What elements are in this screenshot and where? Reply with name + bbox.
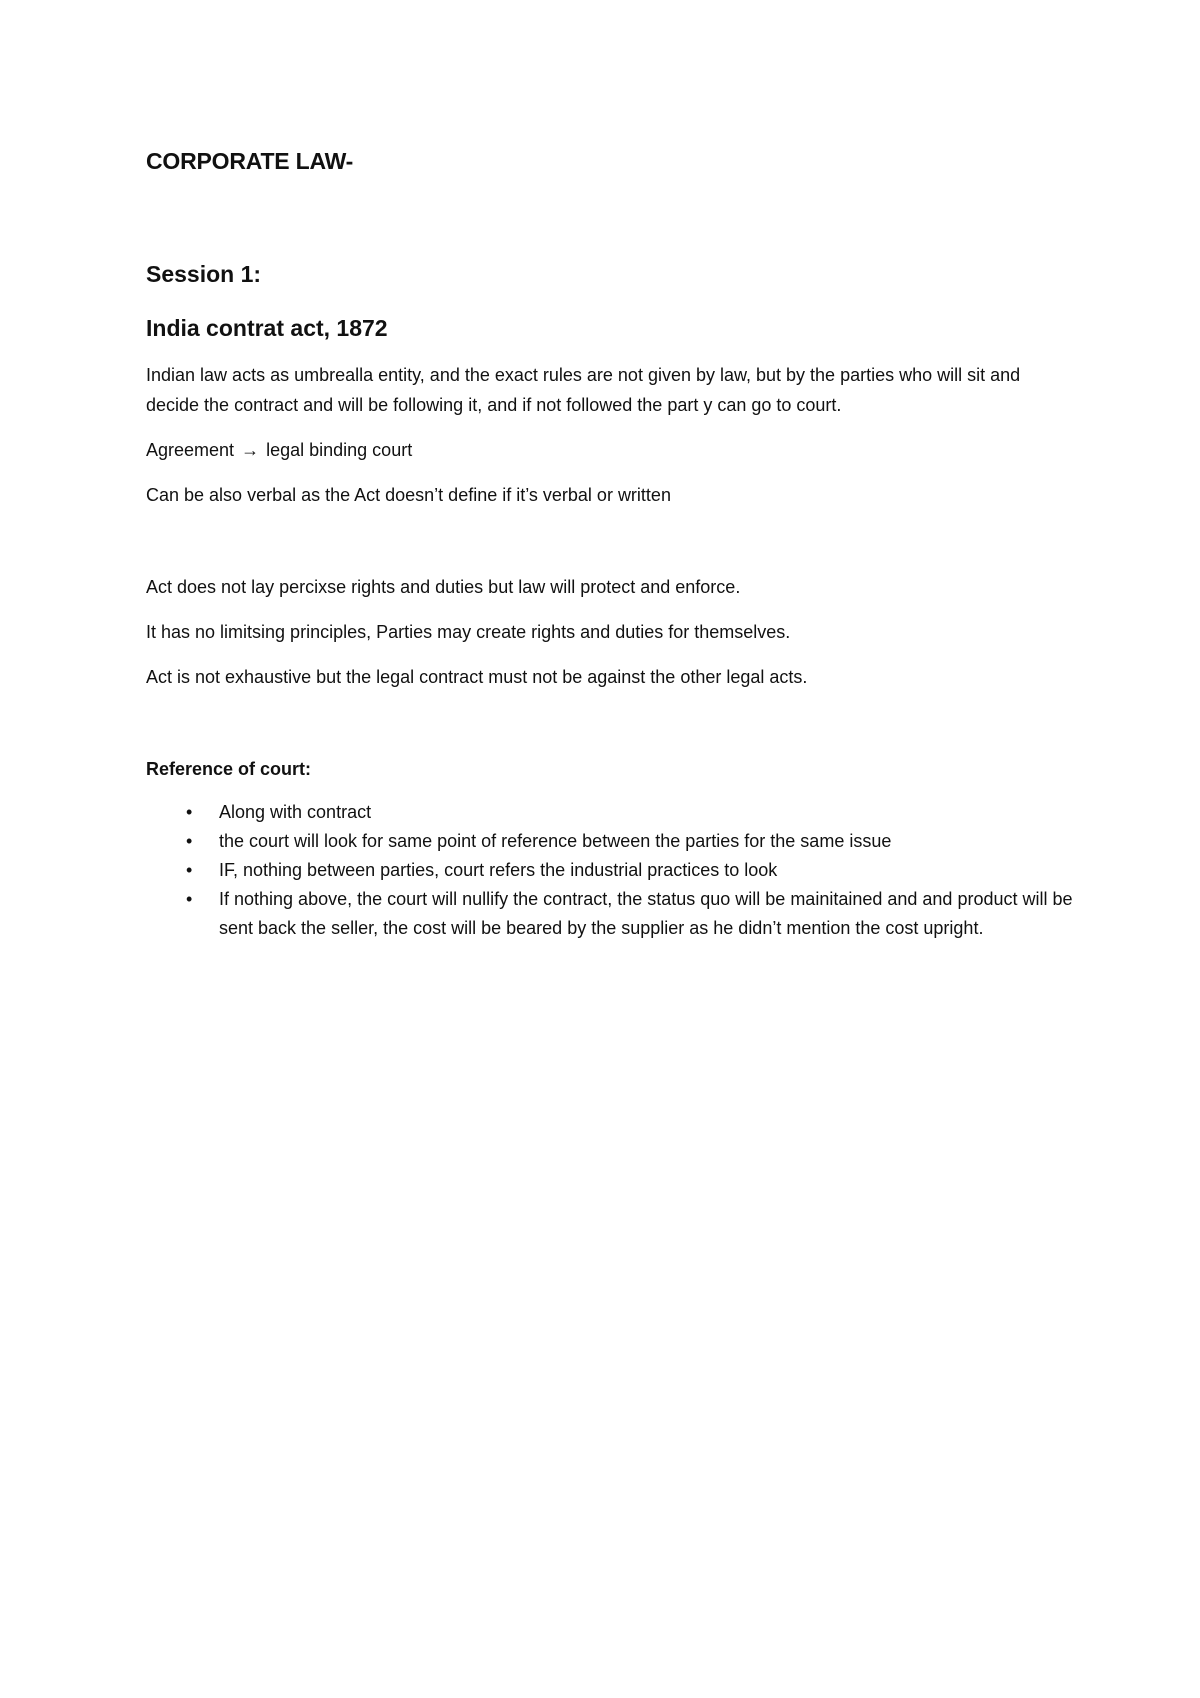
reference-heading: Reference of court: xyxy=(146,759,312,779)
agreement-result: legal binding court xyxy=(266,440,413,460)
arrow-right-icon: → xyxy=(241,440,260,460)
bullet-icon: • xyxy=(186,860,193,880)
list-item-text: IF, nothing between parties, court refers the industrial practices to look xyxy=(219,860,778,880)
list-item-text: Along with contract xyxy=(219,802,372,822)
document-title: CORPORATE LAW- xyxy=(146,148,354,174)
agreement-label: Agreement xyxy=(146,440,235,460)
point-paragraph: Act is not exhaustive but the legal contract must not be against the other legal acts. xyxy=(146,667,808,687)
verbal-line: Can be also verbal as the Act doesn’t define if it’s verbal or written xyxy=(146,485,671,505)
agreement-line xyxy=(146,435,1076,465)
list-item xyxy=(146,856,1076,885)
reference-bullet-list xyxy=(146,798,1076,943)
list-item xyxy=(146,885,1076,943)
list-item-text: If nothing above, the court will nullify the contract, the status quo will be mainitained and and product will be sent back the seller, the cost will be beared by the supplier as he didn’t mention the cost upright. xyxy=(219,889,1073,938)
bullet-icon: • xyxy=(186,831,193,851)
intro-paragraph: Indian law acts as umbrealla entity, and the exact rules are not given by law, but by the parties who will sit and decide the contract and will be following it, and if not followed the part y can go to court. xyxy=(146,365,1021,415)
act-heading: India contrat act, 1872 xyxy=(146,315,388,341)
point-paragraph: Act does not lay percixse rights and duties but law will protect and enforce. xyxy=(146,577,741,597)
bullet-icon: • xyxy=(186,889,193,909)
list-item-text: the court will look for same point of reference between the parties for the same issue xyxy=(219,831,892,851)
session-heading: Session 1: xyxy=(146,261,262,287)
document-body xyxy=(146,148,1076,943)
list-item xyxy=(146,827,1076,856)
bullet-icon: • xyxy=(186,802,193,822)
point-paragraph: It has no limitsing principles, Parties may create rights and duties for themselves. xyxy=(146,622,791,642)
list-item xyxy=(146,798,1076,827)
